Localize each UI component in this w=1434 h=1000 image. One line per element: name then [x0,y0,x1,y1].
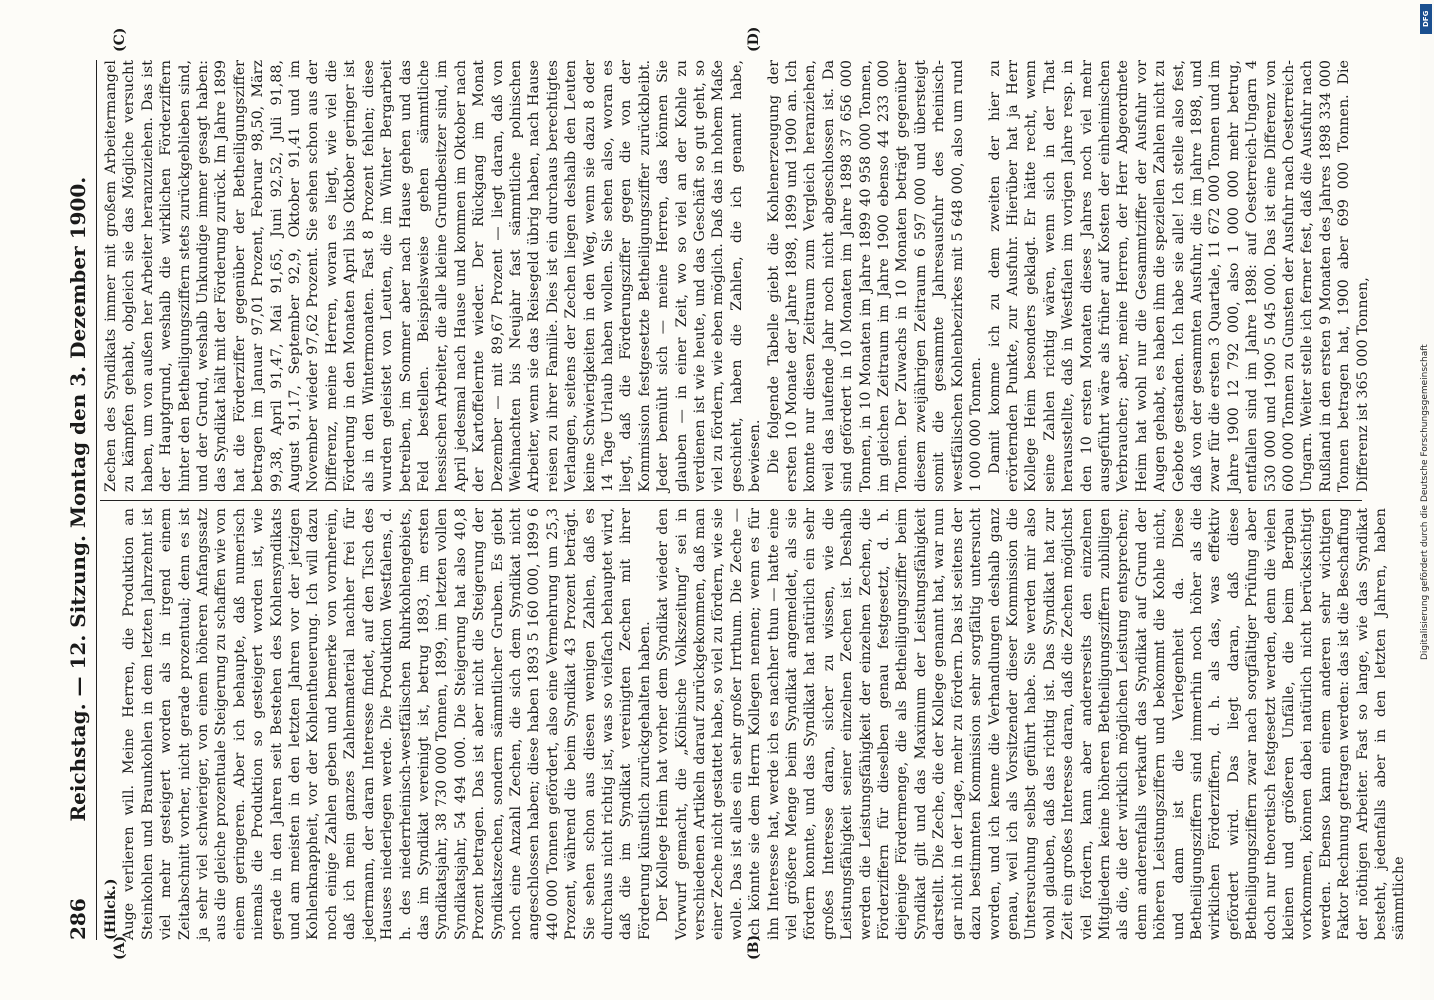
right-column [102,60,1371,492]
paragraph: Auge verlieren will. Meine Herren, die Produktion an Steinkohlen und Braunkohlen in dem letzten Jahrzehnt ist viel mehr gesteigert worden als in irgend einem Zeitabschnitt vorher, nicht gerade prozentual; denn es ist ja sehr viel schwieriger, von einem höheren Anfangssatz aus die gleiche prozentuale Steigerung zu schaffen wie von einem geringeren. Aber ich behaupte, daß numerisch niemals die Produktion so gesteigert worden ist, wie gerade in den Jahren seit Bestehen des Kohlensyndikats und am meisten in den letzten Jahren vor der jetzigen Kohlenknappheit, vor der Kohlentheuerung. Ich will dazu noch einige Zahlen geben und bemerke von vornherein, daß ich mein ganzes Zahlenmaterial nachher frei für jedermann, der daran Interesse findet, auf den Tisch des Hauses niederlegen werde. Die Produktion Westfalens, d. h. des niederrheinisch-westfälischen Ruhrkohlengebiets, das im Syndikat vereinigt ist, betrug 1893, im ersten Syndikatsjahr, 38 730 000 Tonnen, 1899, im letzten vollen Syndikatsjahr, 54 494 000. Die Steigerung hat also 40,8 Prozent betragen. Das ist aber nicht die Steigerung der Syndikatszechen, sondern sämmtlicher Gruben. Es giebt noch eine Anzahl Zechen, die sich dem Syndikat nicht angeschlossen haben; diese haben 1893 5 160 000, 1899 6 440 000 Tonnen gefördert, also eine Vermehrung um 25,3 Prozent, während die beim Syndikat 43 Prozent beträgt. Sie sehen schon aus diesen wenigen Zahlen, daß es durchaus nicht richtig ist, was so vielfach behauptet wird, daß die im Syndikat vereinigten Zechen mit ihrer Förderung künstlich zurückgehalten haben. [121,508,653,940]
left-column [102,508,1408,940]
page-title: Reichstag. — 12. Sitzung. Montag den 3. Dezember 1900. [66,176,90,822]
header-rule [96,60,97,940]
margin-marker-d: (D) [746,26,762,52]
speaker-label: (Hilck.) [103,878,119,940]
paragraph: Die folgende Tabelle giebt die Kohlenerzeugung der ersten 10 Monate der Jahre 1898, 1899 und 1900 an. Ich konnte nur diesen Zeitraum zum Vergleich heranziehen, weil das laufende Jahr noch nicht abgeschlossen ist. Da sind gefördert in 10 Monaten im Jahre 1898 37 656 000 Tonnen, in 10 Monaten im Jahre 1899 40 958 000 Tonnen, im gleichen Zeitraum im Jahre 1900 ebenso 44 233 000 Tonnen. Der Zuwachs in 10 Monaten beträgt gegenüber diesem zweijährigen Zeitraum 6 597 000 und übersteigt somit die gesammte Jahresausfuhr des rheinisch-westfälischen Kohlenbezirkes mit 5 648 000, also um rund 1 000 000 Tonnen. [765,60,985,492]
digitization-credit: Digitalisierung gefördert durch die Deutsche Forschungsgemeinschaft [1420,344,1430,660]
paragraph: Zechen des Syndikats immer mit großem Arbeitermangel zu kämpfen gehabt, obgleich sie das Mögliche versucht haben, um von außen her Arbeiter heranzuziehen. Das ist der Hauptgrund, weshalb die wirklichen Förderziffern hinter den Betheiligungsziffern stets zurückgeblieben sind, und der Grund, weshalb Unkundige immer gesagt haben: das Syndikat hält mit der Förderung zurück. Im Jahre 1899 hat die Förderziffer gegenüber der Betheiligungsziffer betragen im Januar 97,01 Prozent, Februar 98,50, März 99,38, April 91,47, Mai 91,65, Juni 92,52, Juli 91,88, August 91,17, September 92,9, Oktober 91,41 und im November wieder 97,62 Prozent. Sie sehen schon aus der Differenz, meine Herren, woran es liegt, wie viel die Förderung in den Monaten April bis Oktober geringer ist als in den Wintermonaten. Fast 8 Prozent fehlen; diese wurden geleistet von Leuten, die im Winter Bergarbeit betreiben, im Sommer aber nach Hause gehen und das Feld bestellen. Beispielsweise gehen sämmtliche hessischen Arbeiter, die alle kleine Grundbesitzer sind, im April jedesmal nach Hause und kommen im Oktober nach der Kartoffelernte wieder. Der Rückgang im Monat Dezember — mit 89,67 Prozent — liegt daran, daß von Weihnachten bis Neujahr fast sämmtliche polnischen Arbeiter, wenn sie das Reisegeld übrig haben, nach Hause reisen zu ihrer Familie. Dies ist ein durchaus berechtigtes Verlangen, seitens der Zechen liegen deshalb den Leuten keine Schwierigkeiten in den Weg, wenn sie dazu 8 oder 14 Tage Urlaub haben wollen. Sie sehen also, woran es liegt, daß die Förderungsziffer gegen die von der Kommission festgesetzte Betheiligungsziffer zurückbleibt. Jeder bemüht sich — meine Herren, das können Sie glauben — in einer Zeit, wo so viel an der Kohle zu verdienen ist wie heute, und das Geschäft so gut geht, so viel zu fördern, wie eben möglich. Daß das in hohem Maße geschieht, haben die Zahlen, die ich genannt habe, bewiesen. [103,60,764,492]
column-divider [100,500,1362,501]
margin-marker-a: (A) [112,935,128,960]
page-header [60,60,90,940]
dfg-logo: DFG [1420,4,1432,34]
margin-marker-b: (B) [746,934,762,960]
page-number: 286 [66,898,90,940]
paragraph: Damit komme ich zu dem zweiten der hier zu erörternden Punkte, zur Ausfuhr. Hierüber hat ja Herr Kollege Heim besonders geklagt. Er hätte recht, wenn seine Zahlen richtig wären, wenn sich in der That herausstellte, daß in Westfalen im vorigen Jahre resp. in den 10 ersten Monaten dieses Jahres noch viel mehr ausgeführt wäre als früher auf Kosten der einheimischen Verbraucher; aber, meine Herren, der Herr Abgeordnete Heim hat wohl nur die Gesammtziffer der Ausfuhr vor Augen gehabt, es haben ihm die speziellen Zahlen nicht zu Gebote gestanden. Ich habe sie alle! Ich stelle also fest, daß von der gesammten Ausfuhr, die im Jahre 1898, und zwar für die ersten 3 Quartale, 11 672 000 Tonnen und im Jahre 1900 12 792 000, also 1 000 000 mehr betrug, entfallen sind im Jahre 1898: auf Oesterreich-Ungarn 4 530 000 und 1900 5 045 000. Das ist eine Differenz von 600 000 Tonnen zu Gunsten der Ausfuhr nach Oesterreich-Ungarn. Weiter stelle ich ferner fest, daß die Ausfuhr nach Rußland in den ersten 9 Monaten des Jahres 1898 334 000 Tonnen betragen hat, 1900 aber 699 000 Tonnen. Die Differenz ist 365 000 Tonnen, [986,60,1371,492]
paragraph: Der Kollege Heim hat vorher dem Syndikat wieder den Vorwurf gemacht, die „Kölnische Volkszeitung“ sei in verschiedenen Artikeln darauf zurückgekommen, daß man einer Zeche nicht gestattet habe, so viel zu fördern, wie sie wolle. Das ist alles ein sehr großer Irrthum. Die Zeche — ich könnte sie dem Herrn Kollegen nennen; wenn es für ihn Interesse hat, werde ich es nachher thun — hatte eine viel größere Menge beim Syndikat angemeldet, als sie fördern konnte, und das Syndikat hat natürlich ein sehr großes Interesse daran, sicher zu wissen, wie die Leistungsfähigkeit seiner einzelnen Zechen ist. Deshalb werden die Leistungsfähigkeit der einzelnen Zechen, die Förderziffern für dieselben genau festgesetzt, d. h. diejenige Fördermenge, die als Betheiligungsziffer beim Syndikat gilt und das Maximum der Leistungsfähigkeit darstellt. Die Zeche, die der Kollege genannt hat, war nun gar nicht in der Lage, mehr zu fördern. Das ist seitens der dazu bestimmten Kommission sehr sorgfältig untersucht worden, und ich kenne die Verhandlungen deshalb ganz genau, weil ich als Vorsitzender dieser Kommission die Untersuchung selbst geführt habe. Sie werden mir also wohl glauben, daß das richtig ist. Das Syndikat hat zur Zeit ein großes Interesse daran, daß die Zechen möglichst viel fördern, kann aber andererseits den einzelnen Mitgliedern keine höheren Betheiligungsziffern zubilligen als die, die der wirklich möglichen Leistung entsprechen; denn anderenfalls verkauft das Syndikat auf Grund der höheren Leistungsziffern und bekommt die Kohle nicht, und dann ist die Verlegenheit da. Diese Betheiligungsziffern sind immerhin noch höher als die wirklichen Förderziffern, d. h. als das, was effektiv gefördert wird. Das liegt daran, daß diese Betheiligungsziffern zwar nach sorgfältiger Prüfung aber doch nur theoretisch festgesetzt werden, denn die vielen kleinen und größeren Unfälle, die beim Bergbau vorkommen, können dabei natürlich nicht berücksichtigt werden. Ebenso kann einem anderen sehr wichtigen Faktor Rechnung getragen werden: das ist die Beschaffung der nöthigen Arbeiter. Fast so lange, wie das Syndikat besteht, jedenfalls aber in den letzten Jahren, haben sämmtliche [655,508,1408,940]
margin-marker-c: (C) [112,27,128,52]
